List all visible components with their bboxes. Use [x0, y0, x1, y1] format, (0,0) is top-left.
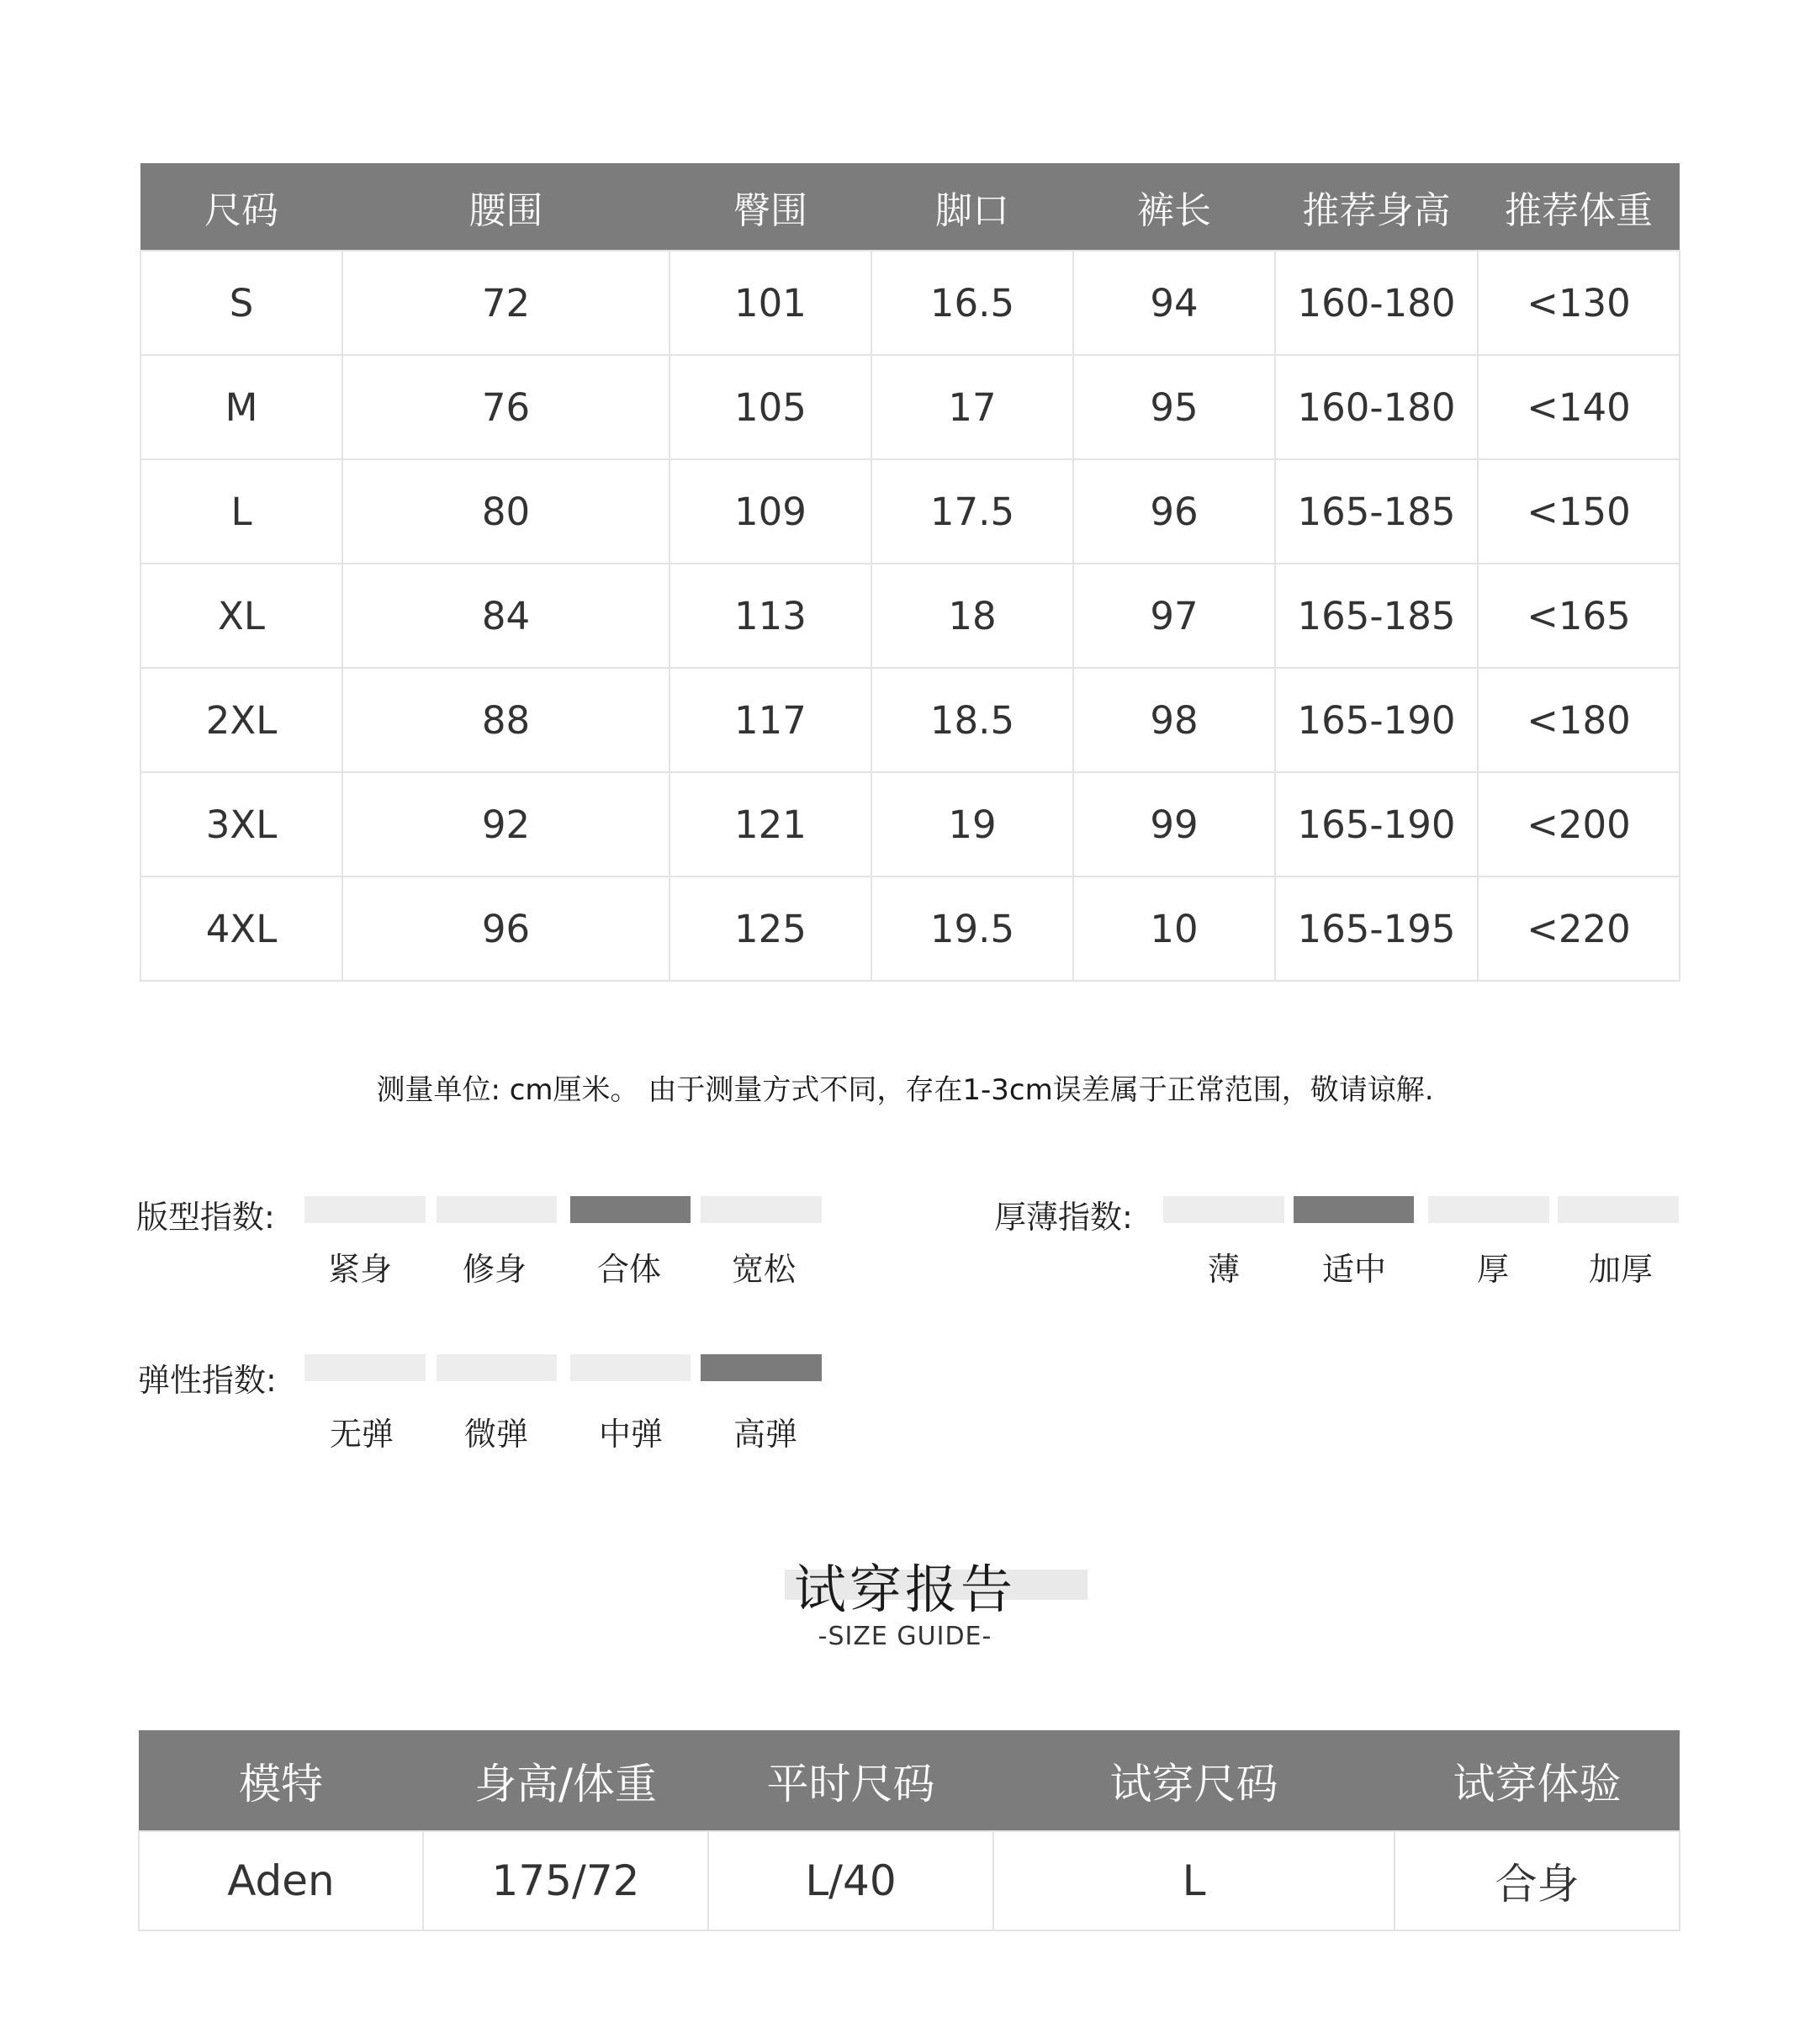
header-leg-opening: 脚口: [935, 188, 1009, 232]
header-model: 模特: [239, 1759, 323, 1808]
header-length: 裤长: [1137, 188, 1211, 232]
table-cell: 96: [342, 876, 669, 981]
try-on-title: 试穿报告: [793, 1559, 1016, 1620]
header-hip: 臀围: [733, 188, 807, 232]
table-cell: 17: [871, 355, 1073, 459]
table-cell: 125: [669, 876, 871, 981]
table-cell: 18: [871, 564, 1073, 668]
table-cell: 88: [342, 668, 669, 772]
table-cell: 165-190: [1275, 668, 1478, 772]
header-usual-size: 平时尺码: [766, 1759, 935, 1808]
table-cell: 98: [1073, 668, 1275, 772]
table-cell: 合身: [1395, 1831, 1680, 1930]
size-table-header-row: [140, 163, 1680, 251]
table-cell: 94: [1073, 251, 1275, 355]
table-cell: 113: [669, 564, 871, 668]
table-cell: 72: [342, 251, 669, 355]
header-size: 尺码: [204, 188, 278, 232]
elasticity-option-label: 无弹: [329, 1416, 394, 1453]
elasticity-bar-1: [304, 1354, 426, 1381]
table-cell: S: [140, 251, 342, 355]
table-cell: 97: [1073, 564, 1275, 668]
table-row: [140, 459, 1680, 564]
table-cell: 4XL: [140, 876, 342, 981]
thickness-bar-3: [1428, 1196, 1549, 1223]
thickness-option-label: 适中: [1321, 1251, 1386, 1288]
header-experience: 试穿体验: [1453, 1759, 1622, 1808]
table-cell: XL: [140, 564, 342, 668]
table-cell: <200: [1478, 772, 1680, 876]
header-rec-weight: 推荐体重: [1505, 188, 1653, 232]
table-cell: 16.5: [871, 251, 1073, 355]
table-cell: 19: [871, 772, 1073, 876]
table-cell: <130: [1478, 251, 1680, 355]
table-cell: 109: [669, 459, 871, 564]
thickness-bar-4: [1558, 1196, 1679, 1223]
fit-bar-1: [304, 1196, 426, 1223]
table-cell: 10: [1073, 876, 1275, 981]
elasticity-index-label: 弹性指数:: [138, 1362, 277, 1399]
table-cell: <180: [1478, 668, 1680, 772]
table-row: [140, 772, 1680, 876]
table-cell: 92: [342, 772, 669, 876]
measurement-note: 测量单位: cm厘米。 由于测量方式不同，存在1-3cm误差属于正常范围，敬请谅解.: [376, 1073, 1434, 1107]
table-cell: 121: [669, 772, 871, 876]
table-cell: 76: [342, 355, 669, 459]
header-waist: 腰围: [468, 188, 543, 232]
fit-bar-3: [570, 1196, 691, 1223]
table-cell: 105: [669, 355, 871, 459]
table-cell: 165-185: [1275, 459, 1478, 564]
thickness-index-label: 厚薄指数:: [994, 1199, 1133, 1236]
table-cell: 175/72: [423, 1831, 708, 1930]
table-cell: 160-180: [1275, 251, 1478, 355]
fit-option-label: 宽松: [731, 1251, 796, 1288]
fit-index-label: 版型指数:: [136, 1199, 275, 1236]
table-cell: M: [140, 355, 342, 459]
table-cell: 165-185: [1275, 564, 1478, 668]
table-cell: <150: [1478, 459, 1680, 564]
table-cell: 160-180: [1275, 355, 1478, 459]
fit-option-label: 合体: [596, 1251, 661, 1288]
table-cell: 95: [1073, 355, 1275, 459]
fit-option-label: 修身: [462, 1251, 527, 1288]
elasticity-option-label: 高弹: [733, 1416, 797, 1453]
header-tried-size: 试穿尺码: [1109, 1759, 1278, 1808]
table-cell: L: [140, 459, 342, 564]
elasticity-bar-2: [437, 1354, 557, 1381]
table-row: [140, 355, 1680, 459]
table-cell: 3XL: [140, 772, 342, 876]
table-cell: 99: [1073, 772, 1275, 876]
fit-bar-4: [701, 1196, 822, 1223]
table-cell: 101: [669, 251, 871, 355]
table-cell: 80: [342, 459, 669, 564]
table-row: [139, 1831, 1680, 1930]
table-row: [140, 564, 1680, 668]
try-on-subtitle: -SIZE GUIDE-: [818, 1622, 992, 1651]
thickness-option-label: 厚: [1476, 1251, 1509, 1288]
elasticity-bar-4: [701, 1354, 822, 1381]
table-cell: L/40: [708, 1831, 993, 1930]
table-row: [140, 251, 1680, 355]
size-table: [140, 163, 1680, 982]
table-cell: 117: [669, 668, 871, 772]
table-cell: 2XL: [140, 668, 342, 772]
table-row: [140, 876, 1680, 981]
try-on-table: [138, 1730, 1680, 1931]
table-cell: 17.5: [871, 459, 1073, 564]
table-cell: 84: [342, 564, 669, 668]
thickness-option-label: 加厚: [1588, 1251, 1653, 1288]
thickness-bar-2: [1294, 1196, 1414, 1223]
thickness-bar-1: [1163, 1196, 1284, 1223]
elasticity-bar-3: [570, 1354, 691, 1381]
fit-option-label: 紧身: [327, 1251, 392, 1288]
table-cell: 18.5: [871, 668, 1073, 772]
table-cell: Aden: [139, 1831, 423, 1930]
header-height-weight: 身高/体重: [474, 1759, 657, 1808]
elasticity-option-label: 中弹: [598, 1416, 663, 1453]
table-cell: 96: [1073, 459, 1275, 564]
try-on-header-row: [139, 1730, 1680, 1831]
elasticity-option-label: 微弹: [463, 1416, 528, 1453]
table-cell: 19.5: [871, 876, 1073, 981]
fit-bar-2: [437, 1196, 557, 1223]
table-row: [140, 668, 1680, 772]
table-cell: <165: [1478, 564, 1680, 668]
table-cell: 165-190: [1275, 772, 1478, 876]
header-rec-height: 推荐身高: [1302, 188, 1451, 232]
thickness-option-label: 薄: [1207, 1251, 1240, 1288]
table-cell: L: [993, 1831, 1395, 1930]
table-cell: <220: [1478, 876, 1680, 981]
table-cell: 165-195: [1275, 876, 1478, 981]
table-cell: <140: [1478, 355, 1680, 459]
